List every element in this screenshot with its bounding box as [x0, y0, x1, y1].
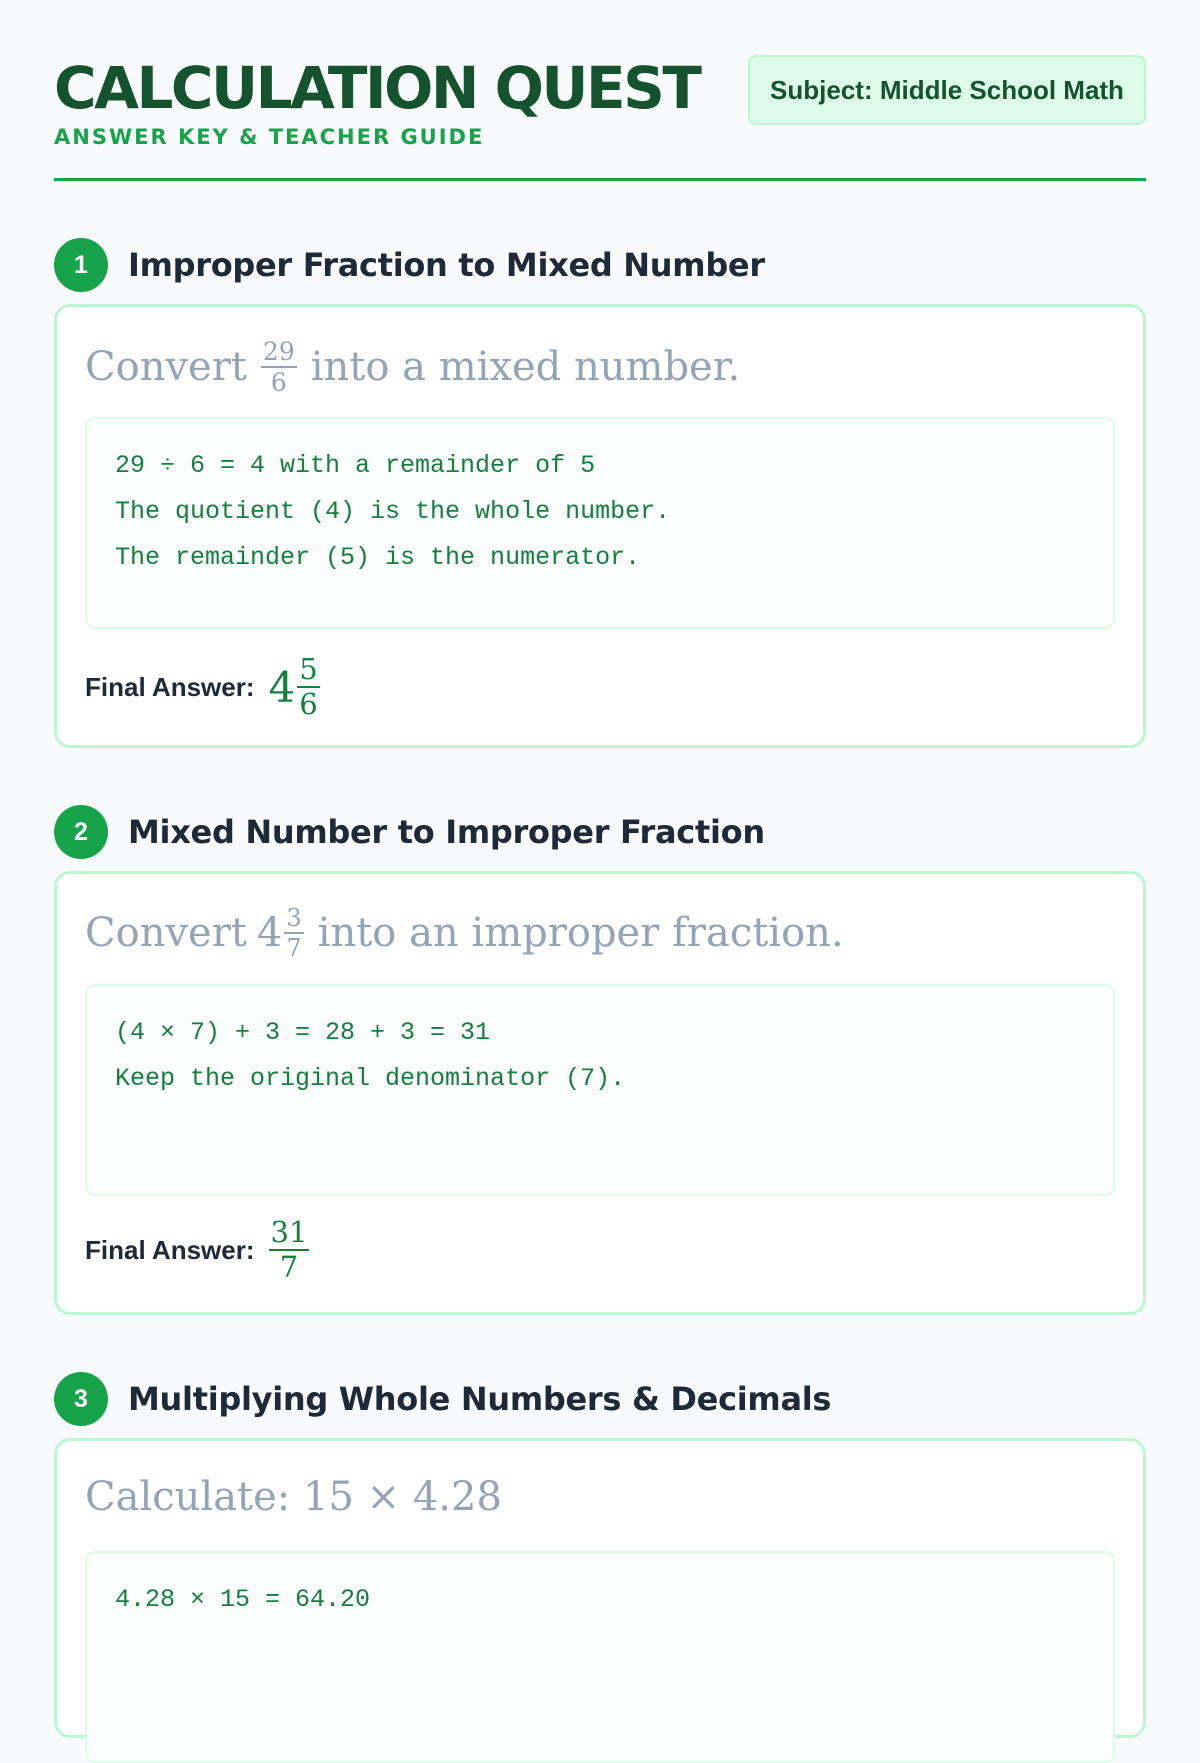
- section-title: Improper Fraction to Mixed Number: [128, 246, 765, 284]
- work-line: Keep the original denominator (7).: [115, 1064, 626, 1093]
- final-answer-label: Final Answer:: [85, 1234, 255, 1265]
- work-box: [85, 984, 1115, 1196]
- section-title: Multiplying Whole Numbers & Decimals: [128, 1380, 832, 1418]
- final-answer: [85, 1215, 309, 1284]
- step-number-badge: 3: [54, 1372, 108, 1426]
- problem-statement: [85, 906, 844, 960]
- problem-whole-number: 4: [256, 910, 283, 956]
- step-number-badge: 1: [54, 238, 108, 292]
- problem-prefix: Convert: [85, 344, 247, 390]
- problem-card: [54, 1438, 1146, 1738]
- section-improper-to-mixed: [54, 238, 1146, 721]
- problem-fraction: [284, 906, 303, 960]
- answer-numerator: 31: [270, 1215, 308, 1249]
- section-mixed-to-improper: [54, 805, 1146, 1284]
- section-title: Mixed Number to Improper Fraction: [128, 813, 765, 851]
- section-header: [54, 238, 1146, 292]
- fraction-denominator: 6: [270, 368, 287, 397]
- work-line: (4 × 7) + 3 = 28 + 3 = 31: [115, 1018, 491, 1047]
- fraction-numerator: 29: [262, 337, 295, 366]
- page-title: CALCULATION QUEST: [54, 54, 700, 122]
- final-answer-value: [268, 652, 320, 721]
- problem-text: Calculate: 15 × 4.28: [85, 1474, 502, 1520]
- section-multiplying-decimals: [54, 1372, 1146, 1614]
- fraction-numerator: 3: [286, 904, 302, 932]
- problem-fraction: [261, 339, 297, 395]
- subject-badge: Subject: Middle School Math: [748, 55, 1146, 125]
- work-line: The remainder (5) is the numerator.: [115, 543, 641, 572]
- problem-suffix: into an improper fraction.: [317, 910, 844, 956]
- work-line: The quotient (4) is the whole number.: [115, 497, 671, 526]
- step-number-badge: 2: [54, 805, 108, 859]
- answer-denominator: 7: [279, 1250, 299, 1284]
- work-box: [85, 417, 1115, 629]
- fraction-denominator: 7: [286, 934, 302, 962]
- section-header: [54, 805, 1146, 859]
- section-header: [54, 1372, 1146, 1426]
- answer-whole-number: 4: [268, 662, 296, 712]
- final-answer-value: [269, 1215, 310, 1284]
- page-subtitle: ANSWER KEY & TEACHER GUIDE: [54, 125, 485, 149]
- answer-fraction: [297, 652, 319, 721]
- problem-statement: [85, 339, 740, 395]
- work-line: 4.28 × 15 = 64.20: [115, 1585, 371, 1614]
- answer-numerator: 5: [299, 652, 318, 686]
- answer-fraction: [269, 1215, 310, 1284]
- problem-card: [54, 871, 1146, 1315]
- answer-denominator: 6: [299, 687, 318, 721]
- problem-prefix: Convert: [85, 910, 247, 956]
- problem-suffix: into a mixed number.: [310, 344, 741, 390]
- final-answer-label: Final Answer:: [85, 671, 255, 702]
- work-box: [85, 1551, 1115, 1763]
- problem-card: [54, 304, 1146, 748]
- work-line: 29 ÷ 6 = 4 with a remainder of 5: [115, 451, 596, 480]
- page-header: [54, 55, 1146, 181]
- final-answer: [85, 652, 320, 721]
- problem-statement: [85, 1473, 502, 1521]
